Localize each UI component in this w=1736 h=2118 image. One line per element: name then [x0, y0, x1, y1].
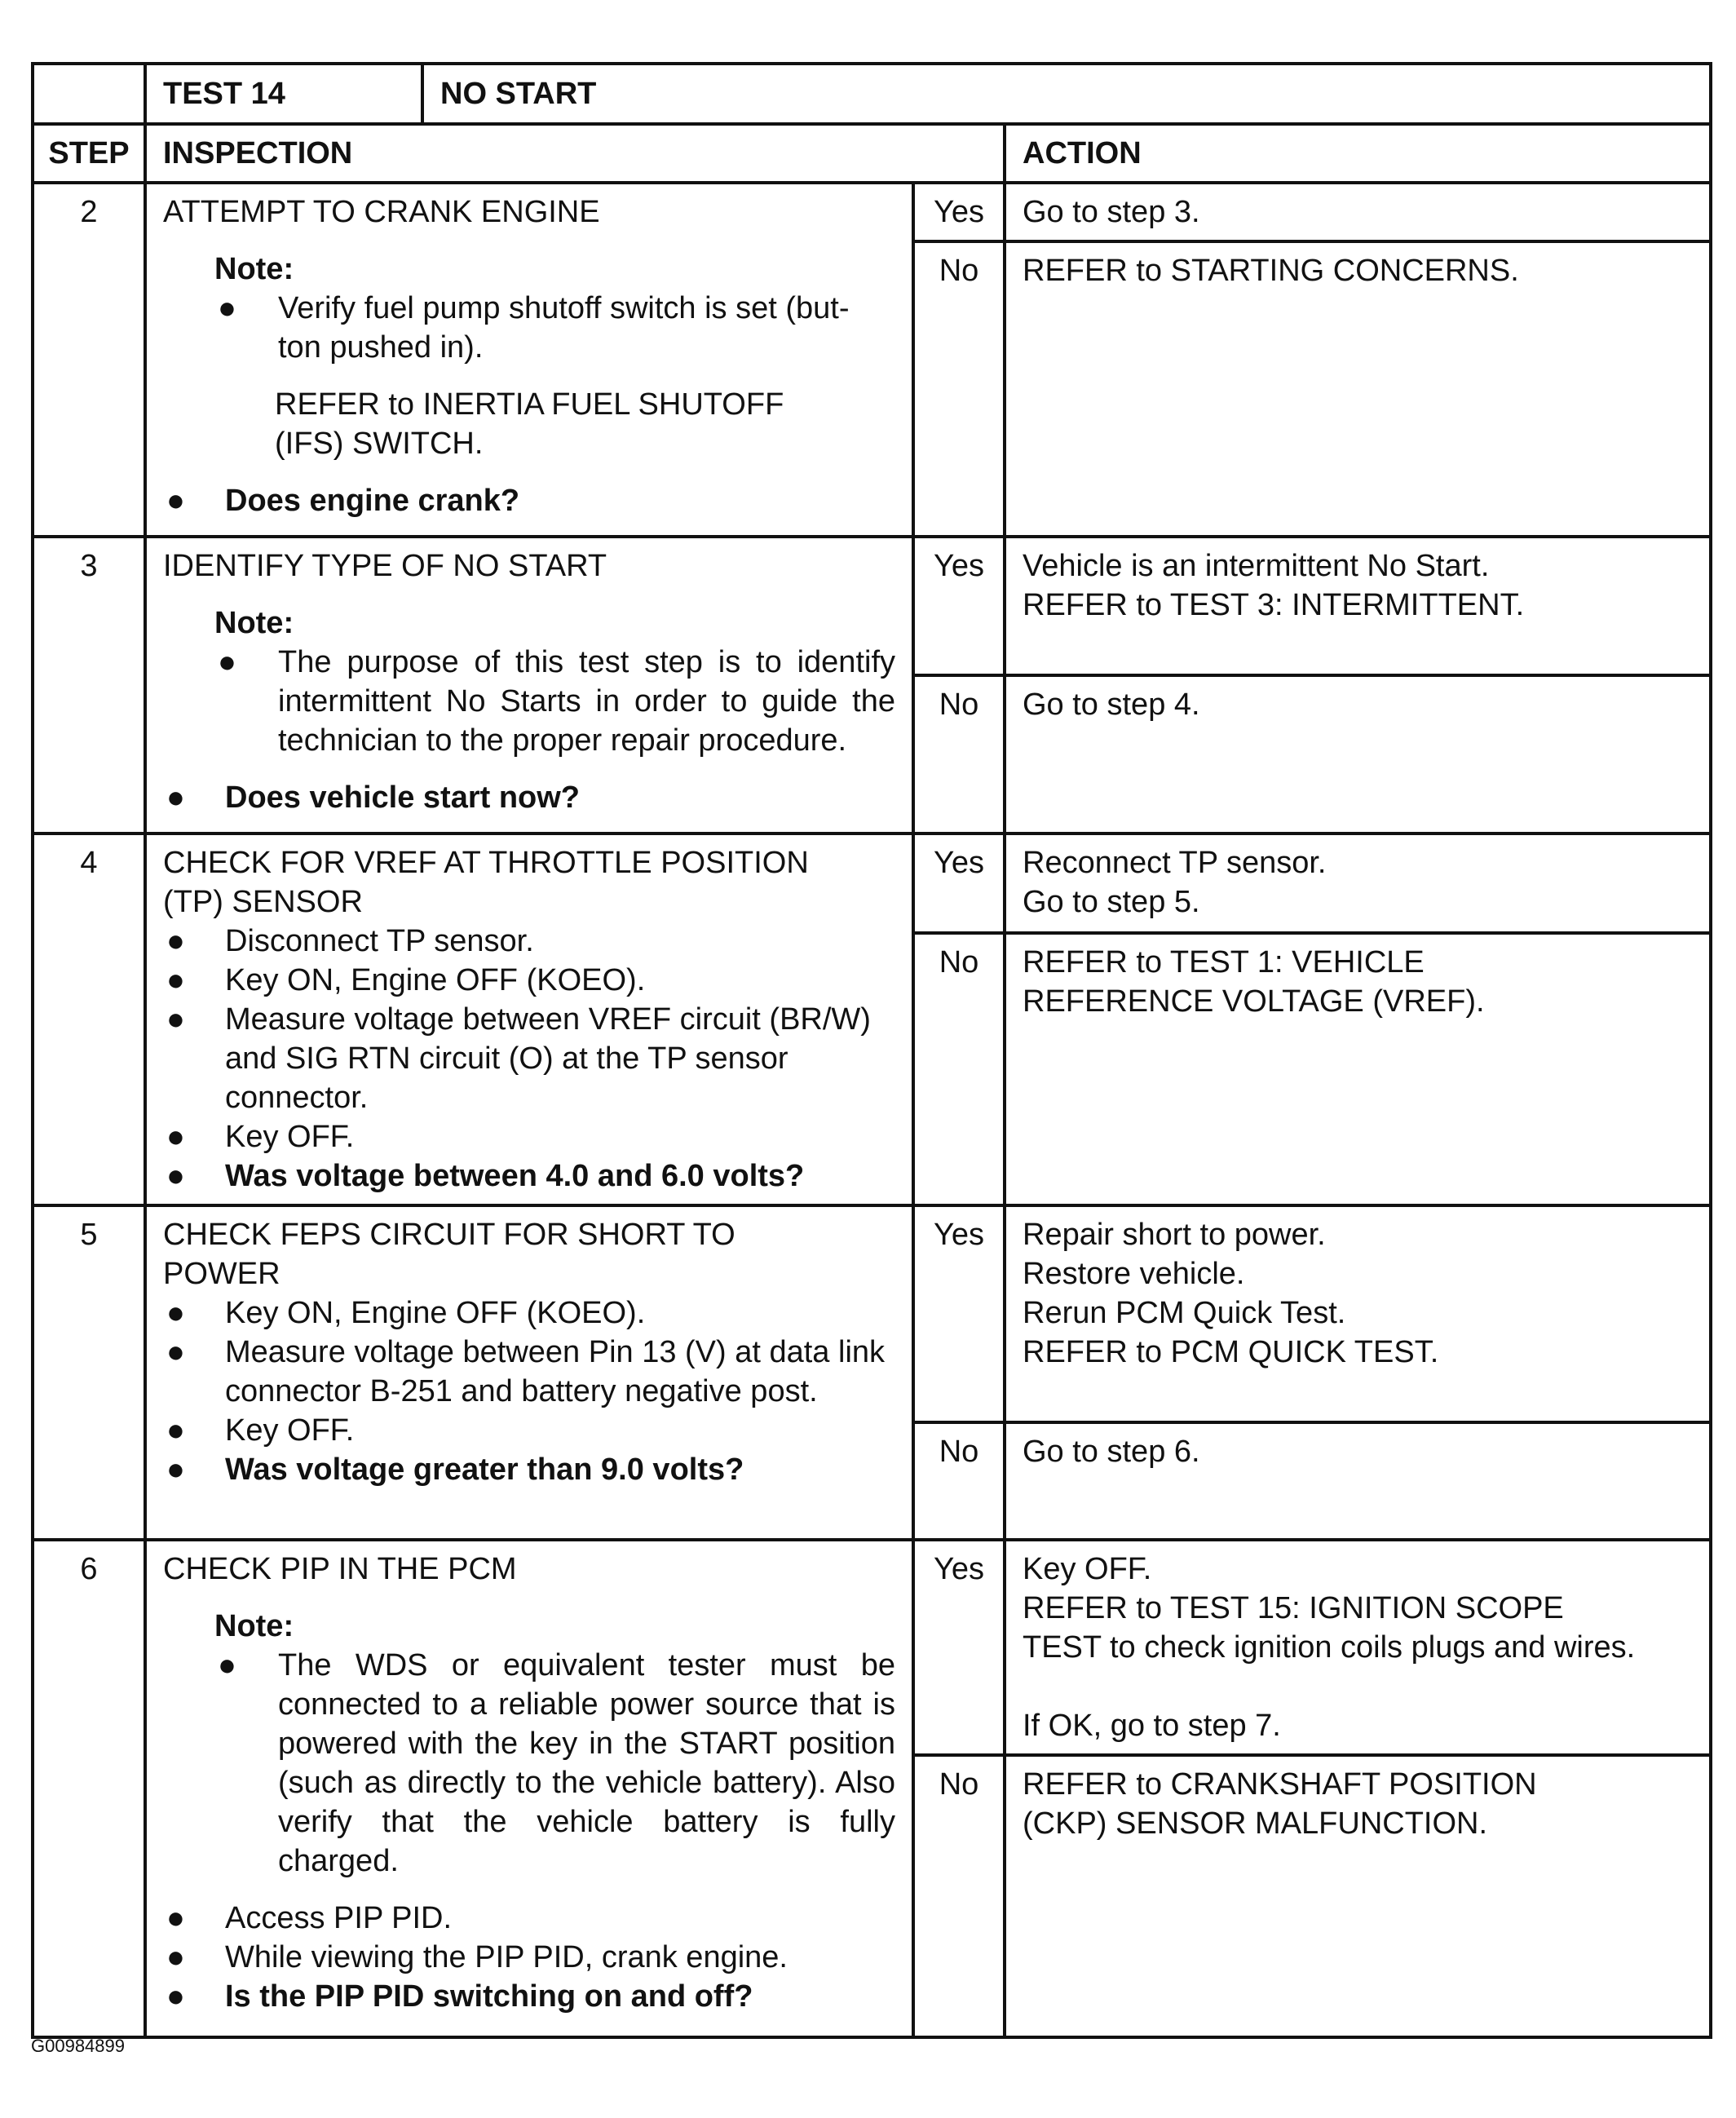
step-title: POWER [163, 1257, 280, 1291]
column-header-row [33, 124, 1711, 183]
no-label: No [913, 675, 1005, 833]
step-title: (TP) SENSOR [163, 885, 363, 919]
step-5-row [33, 1205, 1711, 1422]
yes-label: Yes [913, 537, 1005, 675]
list-item: ● Key OFF. [163, 1411, 895, 1450]
inspection-column-header: INSPECTION [145, 124, 1005, 183]
step-title: CHECK FOR VREF AT THROTTLE POSITION [163, 846, 809, 880]
test-procedure-table [31, 62, 1712, 2039]
list-item: ● Key ON, Engine OFF (KOEO). [163, 1293, 895, 1333]
bullet-icon: ● [166, 1979, 185, 2014]
step-4-row [33, 833, 1711, 933]
note-line: Verify fuel pump shutoff switch is set (but- [278, 291, 850, 325]
bullet-icon: ● [166, 484, 185, 518]
no-label: No [913, 933, 1005, 1205]
bullet-icon: ● [166, 924, 185, 958]
yes-label: Yes [913, 1205, 1005, 1422]
no-action: REFER to TEST 1: VEHICLE REFERENCE VOLTAGE (VREF). [1005, 933, 1711, 1205]
test-title: NO START [422, 64, 1711, 124]
yes-action: Repair short to power. Restore vehicle. Rerun PCM Quick Test. REFER to PCM QUICK TEST. [1005, 1205, 1711, 1422]
refer-line: (IFS) SWITCH. [275, 427, 484, 461]
bullet-icon: ● [166, 780, 185, 815]
step-number: 6 [33, 1540, 145, 2037]
question: ● Is the PIP PID switching on and off? [163, 1977, 895, 2016]
step-number: 3 [33, 537, 145, 833]
figure-id: G00984899 [31, 2036, 125, 2056]
yes-action: Go to step 3. [1005, 183, 1711, 241]
yes-action: Vehicle is an intermittent No Start. REFER to TEST 3: INTERMITTENT. [1005, 537, 1711, 675]
no-action: Go to step 6. [1005, 1422, 1711, 1540]
step-number: 4 [33, 833, 145, 1205]
list-item: ● Measure voltage between VREF circuit (BR/W) and SIG RTN circuit (O) at the TP sensor connector. [163, 1000, 895, 1117]
step-title: CHECK PIP IN THE PCM [163, 1552, 517, 1586]
no-action: REFER to CRANKSHAFT POSITION (CKP) SENSOR MALFUNCTION. [1005, 1755, 1711, 2037]
yes-action: Key OFF. REFER to TEST 15: IGNITION SCOPE TEST to check ignition coils plugs and wires. If OK, go to step 7. [1005, 1540, 1711, 1755]
test-label: TEST 14 [145, 64, 422, 124]
question: ● Does engine crank? [163, 481, 895, 520]
list-item [214, 289, 895, 367]
no-action: REFER to STARTING CONCERNS. [1005, 241, 1711, 537]
yes-label: Yes [913, 1540, 1005, 1755]
list-item: ● Measure voltage between Pin 13 (V) at data link connector B-251 and battery negative post. [163, 1333, 895, 1411]
bullet-icon: ● [166, 963, 185, 997]
question: ● Does vehicle start now? [163, 778, 895, 817]
bullet-icon: ● [218, 1648, 236, 1682]
bullet-icon: ● [166, 1413, 185, 1448]
note-label: Note: [214, 606, 294, 640]
step-3-row [33, 537, 1711, 675]
note-line: ton pushed in). [278, 330, 484, 365]
refer-line: REFER to INERTIA FUEL SHUTOFF [275, 387, 784, 422]
list-item: ● Key ON, Engine OFF (KOEO). [163, 961, 895, 1000]
list-item: ● The purpose of this test step is to identify intermittent No Starts in order to guide the technician to the proper repair procedure. [214, 643, 895, 760]
bullet-icon: ● [166, 1940, 185, 1974]
yes-action: Reconnect TP sensor. Go to step 5. [1005, 833, 1711, 933]
list-item: ● Disconnect TP sensor. [163, 922, 895, 961]
bullet-icon: ● [218, 645, 236, 679]
question: ● Was voltage greater than 9.0 volts? [163, 1450, 895, 1489]
no-action: Go to step 4. [1005, 675, 1711, 833]
bullet-icon: ● [166, 1296, 185, 1330]
step-6-inspection [145, 1540, 913, 2037]
step-title: IDENTIFY TYPE OF NO START [163, 549, 607, 583]
step-3-inspection [145, 537, 913, 833]
test-header-row [33, 64, 1711, 124]
note-label: Note: [214, 252, 294, 286]
step-title: CHECK FEPS CIRCUIT FOR SHORT TO [163, 1218, 735, 1252]
bullet-icon: ● [166, 1120, 185, 1154]
bullet-icon: ● [166, 1159, 185, 1193]
yes-label: Yes [913, 833, 1005, 933]
step-number: 5 [33, 1205, 145, 1540]
question: ● Was voltage between 4.0 and 6.0 volts? [163, 1156, 895, 1196]
yes-label: Yes [913, 183, 1005, 241]
no-label: No [913, 241, 1005, 537]
step-2-inspection [145, 183, 913, 537]
bullet-icon: ● [166, 1335, 185, 1369]
list-item: ● The WDS or equivalent tester must be connected to a reliable power source that is powered with the key in the START position (such as directly to the vehicle battery). Also verify that the vehicle battery is fully charged. [214, 1646, 895, 1881]
step-4-inspection [145, 833, 913, 1205]
step-column-header: STEP [33, 124, 145, 183]
step-number: 2 [33, 183, 145, 537]
list-item: ● While viewing the PIP PID, crank engine. [163, 1938, 895, 1977]
step-title: ATTEMPT TO CRANK ENGINE [163, 195, 600, 229]
test-procedure-table-wrapper [31, 62, 1709, 2029]
bullet-icon: ● [166, 1901, 185, 1935]
bullet-icon: ● [166, 1453, 185, 1487]
step-2-row [33, 183, 1711, 241]
step-5-inspection [145, 1205, 913, 1540]
bullet-icon: ● [218, 291, 236, 325]
list-item: ● Key OFF. [163, 1117, 895, 1156]
no-label: No [913, 1755, 1005, 2037]
step-6-row [33, 1540, 1711, 1755]
note-label: Note: [214, 1609, 294, 1643]
bullet-icon: ● [166, 1002, 185, 1037]
list-item: ● Access PIP PID. [163, 1899, 895, 1938]
action-column-header: ACTION [1005, 124, 1711, 183]
no-label: No [913, 1422, 1005, 1540]
